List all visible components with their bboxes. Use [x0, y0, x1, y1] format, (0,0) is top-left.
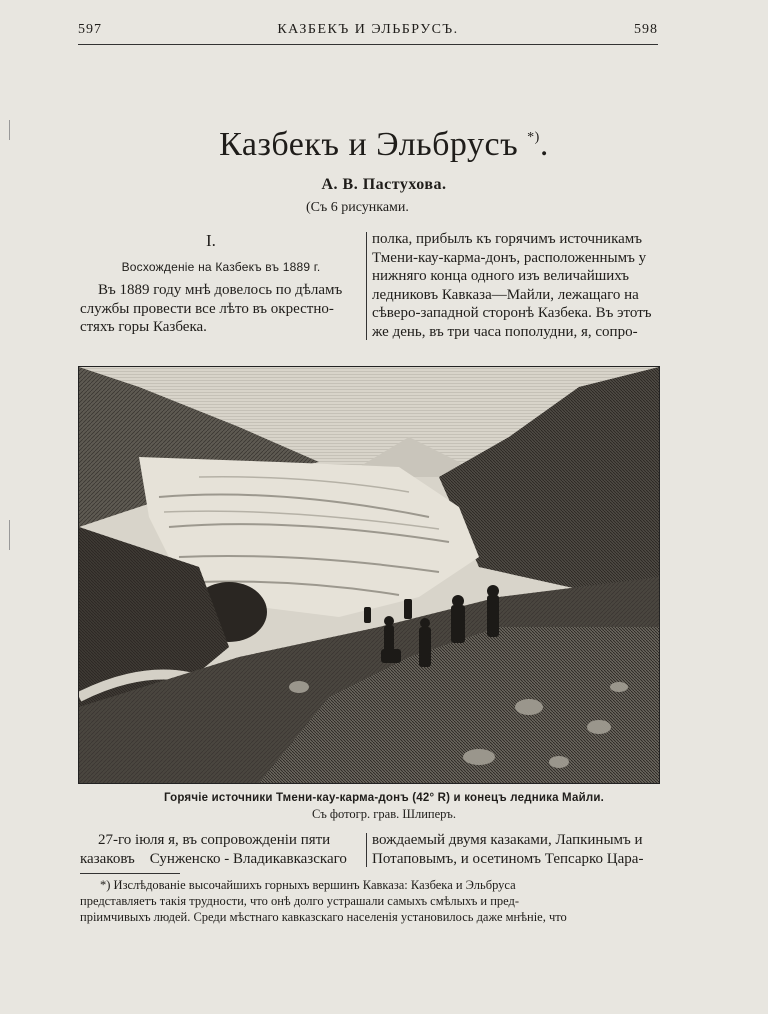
footnote-line: пріимчивыхъ людей. Среди мѣстнаго кавказскаго населенія установилось даже мнѣніе, что — [80, 910, 567, 924]
figure-credit: Съ фотогр. грав. Шлиперъ. — [312, 807, 456, 821]
illustrations-note: (Съ 6 рисунками. — [306, 200, 409, 215]
page-number-left: 597 — [78, 22, 102, 37]
text-line: казаковъ Сунженско - Владикавказскаго — [80, 850, 347, 867]
text-line: ледниковъ Кавказа—Майли, лежащаго на — [372, 286, 639, 303]
column-right-top — [372, 230, 656, 341]
text-line: же день, въ три часа пополудни, я, сопро- — [372, 323, 638, 340]
text-line: сѣверо-западной сторонѣ Казбека. Въ этотъ — [372, 305, 652, 321]
text-line: стяхъ горы Казбека. — [80, 319, 207, 335]
text-line: Потаповымъ, и осетиномъ Тепсарко Цара- — [372, 850, 644, 867]
title-footnote-mark: *) — [527, 130, 540, 145]
text-line: службы провести все лѣто въ окрестно- — [80, 300, 334, 317]
footnote-line: представляетъ такія трудности, что онѣ долго устрашали самыхъ смѣлыхъ и пред- — [80, 894, 520, 908]
section-heading: Восхожденіе на Казбекъ въ 1889 г. — [121, 260, 321, 274]
header-rule — [78, 44, 658, 45]
column-left-top — [80, 281, 362, 337]
text-line: вождаемый двумя казаками, Лапкинымъ и — [372, 832, 643, 848]
footnote-rule — [80, 873, 180, 874]
title-period: . — [539, 126, 549, 163]
text-line: нижняго конца одного изъ величайшихъ — [372, 268, 629, 284]
engraving-drawing — [79, 367, 659, 783]
text-line: 27-го іюля я, въ сопровожденіи пяти — [98, 832, 331, 848]
article-title-text: Казбекъ и Эльбрусъ — [219, 126, 519, 163]
scan-margin-mark — [9, 120, 11, 140]
section-number: I. — [206, 231, 216, 250]
text-line: Тмени-кау-карма-донъ, расположеннымъ у — [372, 249, 647, 266]
column-divider-bottom — [366, 833, 367, 867]
running-title: КАЗБЕКЪ И ЭЛЬБРУСЪ. — [277, 22, 459, 37]
article-title — [0, 126, 768, 164]
column-divider-top — [366, 232, 367, 340]
text-line: Въ 1889 году мнѣ довелось по дѣламъ — [98, 282, 343, 298]
running-header — [78, 22, 658, 44]
footnote-line: *) Изслѣдованіе высочайшихъ горныхъ вершинъ Кавказа: Казбека и Эльбруса — [100, 878, 516, 892]
footnote — [80, 877, 656, 925]
article-author: А. В. Пастухова. — [321, 176, 447, 193]
engraving-illustration — [78, 366, 660, 784]
column-right-bottom — [372, 831, 656, 868]
scan-margin-mark — [9, 520, 11, 550]
figure-caption: Горячіе источники Тмени-кау-карма-донъ (42° R) и конецъ ледника Майли. — [163, 792, 605, 804]
column-left-bottom — [80, 831, 362, 868]
text-line: полка, прибылъ къ горячимъ источникамъ — [372, 231, 643, 247]
page-number-right: 598 — [634, 22, 658, 37]
